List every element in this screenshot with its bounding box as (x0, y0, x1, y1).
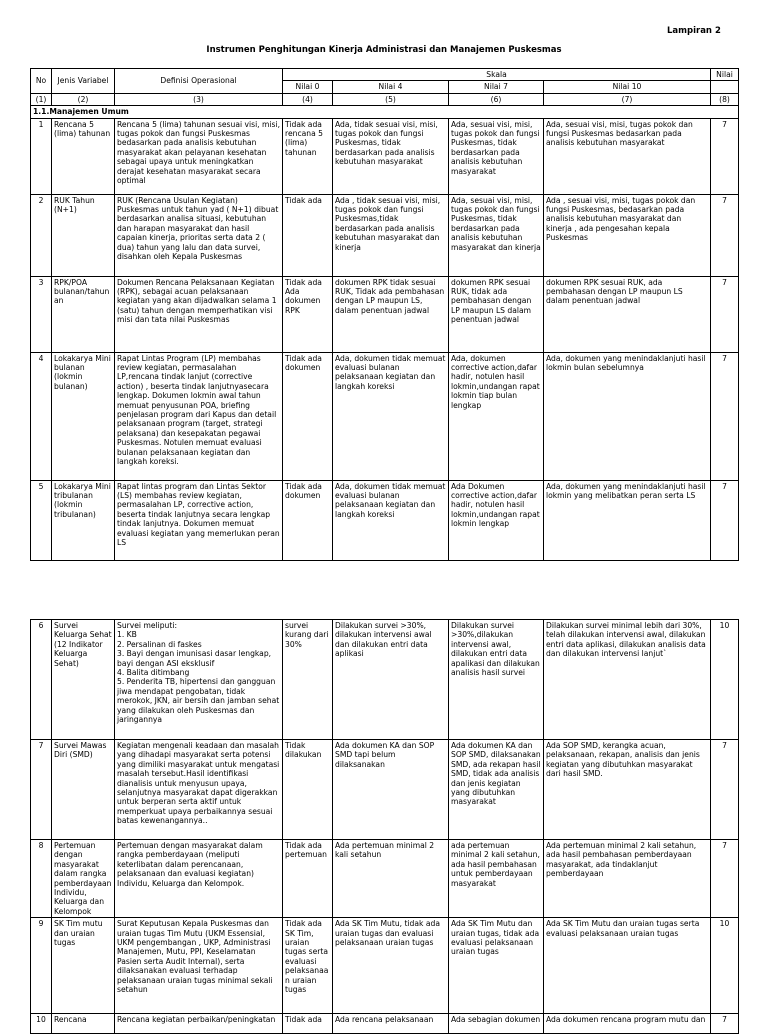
header-num-1: (1) (31, 93, 52, 105)
row-nilai-10: Dilakukan survei minimal lebih dari 30%, telah dilakukan intervensi awal, dilakukan entri data aplikasi, dilakukan analisis data dan dilakukan intervensi lanjut` (544, 620, 711, 740)
row-nilai-7: dokumen RPK sesuai RUK, tidak ada pembahasan dengan LP maupun LS dalam penentuan jadwal (449, 276, 544, 352)
row-definisi: Surat Keputusan Kepala Puskesmas dan uraian tugas Tim Mutu (UKM Essensial, UKM pengembangan , UKP, Administrasi Manajemen, Mutu, PPI, Keselamatan Pasien serta Audit Internal), serta dilaksanakan evaluasi terhadap pelaksanaan uraian tugas minimal sekali setahun (115, 918, 283, 1014)
header-num-2: (2) (52, 93, 115, 105)
table-row (31, 840, 739, 918)
header-jenis-variabel: Jenis Variabel (52, 69, 115, 94)
row-definisi: Rencana 5 (lima) tahunan sesuai visi, misi, tugas pokok dan fungsi Puskesmas bedasarkan pada analisis kebutuhan masyarakat akan pelayanan kesehatan sebagai upaya untuk meningkatkan derajat kesehatan masyarakat secara optimal (115, 118, 283, 194)
header-num-5: (5) (333, 93, 449, 105)
row-definisi: Kegiatan mengenali keadaan dan masalah yang dihadapi masyarakat serta potensi yang dimiliki masyarakat untuk mengatasi masalah tersebut.Hasil identifikasi dianalisis untuk menyusun upaya, selanjutnya masyarakat dapat digerakkan untuk berperan serta aktif untuk memperkuat upaya perbaikannya sesuai batas kewenangannya.. (115, 740, 283, 840)
header-nilai: Nilai (711, 69, 739, 81)
row-nilai-10: Ada, dokumen yang menindaklanjuti hasil lokmin bulan sebelumnya (544, 352, 711, 480)
row-nilai-0: Tidak ada Ada dokumen RPK (283, 276, 333, 352)
row-no: 2 (31, 194, 52, 276)
row-jenis-variabel: Survei Mawas Diri (SMD) (52, 740, 115, 840)
row-nilai: 7 (711, 480, 739, 560)
row-nilai: 7 (711, 740, 739, 840)
header-nilai-10: Nilai 10 (544, 81, 711, 93)
row-nilai-7: Ada dokumen KA dan SOP SMD, dilaksanakan SMD, ada rekapan hasil SMD, tidak ada analisis dan jenis kegiatan yang dibutuhkan masyarakat (449, 740, 544, 840)
header-skala: Skala (283, 69, 711, 81)
row-nilai-10: Ada SK Tim Mutu dan uraian tugas serta evaluasi pelaksanaan uraian tugas (544, 918, 711, 1014)
row-nilai: 7 (711, 840, 739, 918)
table-row (31, 480, 739, 560)
row-nilai-10: Ada SOP SMD, kerangka acuan, pelaksanaan, rekapan, analisis dan jenis kegiatan yang dibutuhkan masyarakat dari hasil SMD. (544, 740, 711, 840)
row-nilai-10: dokumen RPK sesuai RUK, ada pembahasan dengan LP maupun LS dalam penentuan jadwal (544, 276, 711, 352)
row-nilai-10: Ada , sesuai visi, misi, tugas pokok dan fungsi Puskesmas, bedasarkan pada analisis kebutuhan masyarakat dan kinerja , ada pengesahan kepala Puskesmas (544, 194, 711, 276)
header-definisi-operasional: Definisi Operasional (115, 69, 283, 94)
row-nilai-0: Tidak ada SK Tim, uraian tugas serta evaluasi pelaksanaan uraian tugas (283, 918, 333, 1014)
row-no: 1 (31, 118, 52, 194)
row-no: 5 (31, 480, 52, 560)
table-row (31, 352, 739, 480)
header-num-7: (7) (544, 93, 711, 105)
row-nilai-4: dokumen RPK tidak sesuai RUK, Tidak ada pembahasan dengan LP maupun LS, dalam penentuan jadwal (333, 276, 449, 352)
header-nilai-7: Nilai 7 (449, 81, 544, 93)
table-row (31, 918, 739, 1014)
row-nilai-4: Dilakukan survei >30%, dilakukan intervensi awal dan dilakukan entri data aplikasi (333, 620, 449, 740)
row-no: 7 (31, 740, 52, 840)
row-definisi: RUK (Rencana Usulan Kegiatan) Puskesmas untuk tahun yad ( N+1) dibuat berdasarkan analisa situasi, kebutuhan dan harapan masyarakat dan hasil capaian kinerja, prioritas serta data 2 ( dua) tahun yang lalu dan data survei, disahkan oleh Kepala Puskesmas (115, 194, 283, 276)
row-no: 6 (31, 620, 52, 740)
row-nilai-10: Ada pertemuan minimal 2 kali setahun, ada hasil pembahasan pemberdayaan masyarakat, ada tindaklanjut pemberdayaan (544, 840, 711, 918)
header-num-4: (4) (283, 93, 333, 105)
row-jenis-variabel: RPK/POA bulanan/tahunan (52, 276, 115, 352)
header-num-8: (8) (711, 93, 739, 105)
row-nilai-7: Dilakukan survei >30%,dilakukan intervensi awal, dilakukan entri data apalikasi dan dilakukan analisis hasil survei (449, 620, 544, 740)
kinerja-table-part1 (30, 68, 739, 561)
row-nilai-4: Ada dokumen KA dan SOP SMD tapi belum dilaksanakan (333, 740, 449, 840)
row-nilai-4: Ada pertemuan minimal 2 kali setahun (333, 840, 449, 918)
row-nilai-7: ada pertemuan minimal 2 kali setahun, ada hasil pembahasan untuk pemberdayaan masyarakat (449, 840, 544, 918)
row-nilai-0: Tidak ada rencana 5 (lima) tahunan (283, 118, 333, 194)
row-no: 10 (31, 1014, 52, 1034)
section-heading: 1.1.Manajemen Umum (31, 106, 739, 118)
row-jenis-variabel: RUK Tahun (N+1) (52, 194, 115, 276)
row-nilai-4: Ada, dokumen tidak memuat evaluasi bulanan pelaksanaan kegiatan dan langkah koreksi (333, 352, 449, 480)
row-nilai-0: Tidak ada dokumen (283, 480, 333, 560)
table-row (31, 118, 739, 194)
row-nilai-7: Ada SK Tim Mutu dan uraian tugas, tidak ada evaluasi pelaksanaan uraian tugas (449, 918, 544, 1014)
row-nilai-0: Tidak ada dokumen (283, 352, 333, 480)
row-nilai-0: survei kurang dari 30% (283, 620, 333, 740)
row-nilai: 7 (711, 276, 739, 352)
row-jenis-variabel: Lokakarya Mini bulanan (lokmin bulanan) (52, 352, 115, 480)
table-row (31, 276, 739, 352)
row-nilai: 10 (711, 918, 739, 1014)
lampiran-label: Lampiran 2 (667, 26, 721, 36)
row-nilai: 7 (711, 194, 739, 276)
header-num-3: (3) (115, 93, 283, 105)
row-no: 8 (31, 840, 52, 918)
row-nilai-0: Tidak dilakukan (283, 740, 333, 840)
row-jenis-variabel: Survei Keluarga Sehat (12 Indikator Keluarga Sehat) (52, 620, 115, 740)
row-definisi: Dokumen Rencana Pelaksanaan Kegiatan (RPK), sebagai acuan pelaksanaan kegiatan yang akan dijadwalkan selama 1 (satu) tahun dengan memperhatikan visi misi dan tata nilai Puskesmas (115, 276, 283, 352)
row-definisi: Rapat Lintas Program (LP) membahas review kegiatan, permasalahan LP,rencana tindak lanjut (corrective action) , beserta tindak lanjutnyasecara lengkap. Dokumen lokmin awal tahun memuat penyusunan POA, briefing penjelasan program dari Kapus dan detail pelaksanaan program (target, strategi pelaksana) dan kesepakatan pegawai Puskesmas. Notulen memuat evaluasi bulanan pelaksanaan kegiatan dan langkah koreksi. (115, 352, 283, 480)
table-row (31, 740, 739, 840)
row-nilai-4: Ada, tidak sesuai visi, misi, tugas pokok dan fungsi Puskesmas, tidak berdasarkan pada analisis kebutuhan masyarakat (333, 118, 449, 194)
row-no: 3 (31, 276, 52, 352)
row-nilai-0: Tidak ada (283, 1014, 333, 1034)
row-nilai: 10 (711, 620, 739, 740)
header-num-6: (6) (449, 93, 544, 105)
row-nilai-7: Ada sebagian dokumen (449, 1014, 544, 1034)
row-no: 9 (31, 918, 52, 1014)
kinerja-table-part2 (30, 619, 739, 1034)
row-definisi: Pertemuan dengan masyarakat dalam rangka pemberdayaan (meliputi keterlibatan dalam perencanaan, pelaksanaan dan evaluasi kegiatan) Individu, Keluarga dan Kelompok. (115, 840, 283, 918)
row-nilai-7: Ada, sesuai visi, misi, tugas pokok dan fungsi Puskesmas, tidak berdasarkan pada analisis kebutuhan masyarakat (449, 118, 544, 194)
row-jenis-variabel: Pertemuan dengan masyarakat dalam rangka pemberdayaan Individu, Keluarga dan Kelompok (52, 840, 115, 918)
header-no: No (31, 69, 52, 94)
row-nilai-10: Ada, dokumen yang menindaklanjuti hasil lokmin yang melibatkan peran serta LS (544, 480, 711, 560)
row-nilai-7: Ada, sesuai visi, misi, tugas pokok dan fungsi Puskesmas, tidak berdasarkan pada analisis kebutuhan masyarakat dan kinerja (449, 194, 544, 276)
document-title: Instrumen Penghitungan Kinerja Administrasi dan Manajemen Puskesmas (206, 45, 562, 55)
row-nilai: 7 (711, 352, 739, 480)
row-definisi: Rencana kegiatan perbaikan/peningkatan (115, 1014, 283, 1034)
row-nilai-4: Ada SK Tim Mutu, tidak ada uraian tugas dan evaluasi pelaksanaan uraian tugas (333, 918, 449, 1014)
row-no: 4 (31, 352, 52, 480)
row-definisi: Rapat lintas program dan Lintas Sektor (LS) membahas review kegiatan, permasalahan LP, corrective action, beserta tindak lanjutnya secara lengkap tindak lanjutnya. Dokumen memuat evaluasi kegiatan yang memerlukan peran LS (115, 480, 283, 560)
row-nilai: 7 (711, 118, 739, 194)
row-nilai-7: Ada, dokumen corrective action,dafar hadir, notulen hasil lokmin,undangan rapat lokmin tiap bulan lengkap (449, 352, 544, 480)
row-nilai-4: Ada , tidak sesuai visi, misi, tugas pokok dan fungsi Puskesmas,tidak berdasarkan pada analisis kebutuhan masyarakat dan kinerja (333, 194, 449, 276)
row-jenis-variabel: Rencana 5 (lima) tahunan (52, 118, 115, 194)
row-jenis-variabel: SK Tim mutu dan uraian tugas (52, 918, 115, 1014)
table-row (31, 194, 739, 276)
row-nilai: 7 (711, 1014, 739, 1034)
row-nilai-0: Tidak ada pertemuan (283, 840, 333, 918)
table-row (31, 620, 739, 740)
row-definisi: Survei meliputi: 1. KB 2. Persalinan di faskes 3. Bayi dengan imunisasi dasar lengkap, bayi dengan ASI eksklusif 4. Balita ditimbang 5. Penderita TB, hipertensi dan gangguan jiwa mendapat pengobatan, tidak merokok, JKN, air bersih dan jamban sehat yang dilakukan oleh Puskesmas dan jaringannya (115, 620, 283, 740)
row-nilai-0: Tidak ada (283, 194, 333, 276)
header-nilai-blank (711, 81, 739, 93)
row-nilai-4: Ada rencana pelaksanaan (333, 1014, 449, 1034)
row-jenis-variabel: Lokakarya Mini tribulanan (lokmin tribulanan) (52, 480, 115, 560)
row-nilai-4: Ada, dokumen tidak memuat evaluasi bulanan pelaksanaan kegiatan dan langkah koreksi (333, 480, 449, 560)
row-nilai-7: Ada Dokumen corrective action,dafar hadir, notulen hasil lokmin,undangan rapat lokmin lengkap (449, 480, 544, 560)
row-jenis-variabel: Rencana (52, 1014, 115, 1034)
row-nilai-10: Ada dokumen rencana program mutu dan (544, 1014, 711, 1034)
row-nilai-10: Ada, sesuai visi, misi, tugas pokok dan fungsi Puskesmas bedasarkan pada analisis kebutuhan masyarakat (544, 118, 711, 194)
header-nilai-0: Nilai 0 (283, 81, 333, 93)
header-nilai-4: Nilai 4 (333, 81, 449, 93)
